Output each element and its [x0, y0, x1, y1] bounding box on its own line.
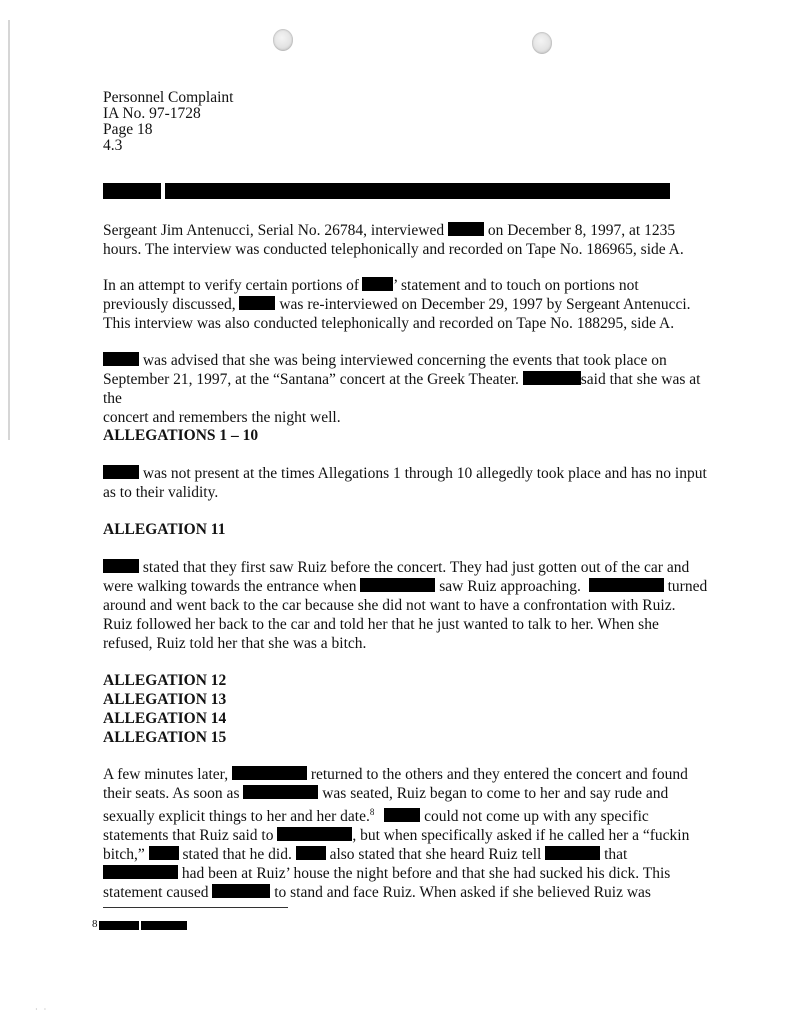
- redaction: [103, 865, 178, 879]
- punch-hole-right: [532, 32, 552, 54]
- header-page-number: Page 18: [103, 121, 153, 138]
- paragraph-allegation-11: stated that they first saw Ruiz before the concert. They had just gotten out of the car and were walking towards the entrance when saw Ruiz approaching. turned around and went back to the car because she did not want to have a confrontation with Ruiz. Ruiz followed her back to the car and told her that he just wanted to talk to her. When she refused, Ruiz told her that she was a bitch.: [103, 559, 708, 652]
- paragraph-interview-2: In an attempt to verify certain portions of ’ statement and to touch on portions not previously discussed, was re-interviewed on December 29, 1997 by Sergeant Antenucci. This interview was also conducted telephonically and recorded on Tape No. 188295, side A.: [103, 277, 691, 332]
- footnote-divider: [103, 907, 288, 908]
- redaction: [277, 827, 352, 841]
- paragraph-allegations-12-15: A few minutes later, returned to the others and they entered the concert and found their seats. As soon as was seated, Ruiz began to come to her and say rude and sexually explicit things to her and her date.$^8$ could not come up with any specific statements that Ruiz said to , but when specifically asked if he called her a “fuckin bitch,” stated that he did. also stated that she heard Ruiz tell that had been at Ruiz’ house the night before and that she had sucked his dick. This statement caused to stand and face Ruiz. When asked if she believed Ruiz was: [103, 766, 690, 902]
- footnote-number: 8: [92, 918, 98, 930]
- redaction: [545, 846, 600, 860]
- document-header: [103, 90, 233, 154]
- footnote-redaction-2: [141, 921, 187, 930]
- redaction: [384, 808, 420, 822]
- paragraph-interview-1: Sergeant Jim Antenucci, Serial No. 26784, interviewed on December 8, 1997, at 1235 hours. The interview was conducted telephonically and recorded on Tape No. 186965, side A.: [103, 222, 684, 258]
- footnote-reference: 8: [369, 807, 375, 817]
- redaction: [448, 222, 484, 236]
- heading-allegations-12-15: [103, 671, 715, 747]
- redaction: [149, 846, 179, 860]
- scan-edge-mark: [8, 20, 10, 440]
- redaction: [362, 277, 393, 291]
- redaction: [103, 465, 139, 479]
- redaction: [239, 296, 275, 310]
- redacted-heading-block-2: [165, 183, 670, 199]
- heading-allegation-11: ALLEGATION 11: [103, 521, 226, 538]
- footnote-redaction-1: [99, 921, 139, 930]
- redaction: [360, 578, 435, 592]
- heading-allegation-12: ALLEGATION 12: [103, 672, 227, 689]
- redaction: [103, 352, 139, 366]
- redaction: [523, 371, 581, 385]
- heading-allegations-1-10: ALLEGATIONS 1 – 10: [103, 427, 259, 444]
- redaction: [296, 846, 326, 860]
- punch-hole-left: [273, 29, 293, 51]
- redacted-heading-block-1: [103, 183, 161, 199]
- redaction: [103, 559, 139, 573]
- redaction: [243, 785, 318, 799]
- redaction: [589, 578, 664, 592]
- heading-allegation-13: ALLEGATION 13: [103, 691, 227, 708]
- heading-allegation-15: ALLEGATION 15: [103, 729, 227, 746]
- paragraph-advised: was advised that she was being interviewed concerning the events that took place on September 21, 1997, at the “Santana” concert at the Greek Theater. said that she was at the concert and remembers the night well.: [103, 352, 701, 426]
- header-title: Personnel Complaint: [103, 89, 234, 106]
- scan-speck: · ·: [35, 1005, 47, 1014]
- header-ia-number: IA No. 97-1728: [103, 105, 201, 122]
- header-section: 4.3: [103, 137, 123, 154]
- heading-allegation-14: ALLEGATION 14: [103, 710, 227, 727]
- paragraph-allegations-1-10: was not present at the times Allegations 1 through 10 allegedly took place and has no input as to their validity.: [103, 465, 707, 501]
- redaction: [232, 766, 307, 780]
- redaction: [212, 884, 270, 898]
